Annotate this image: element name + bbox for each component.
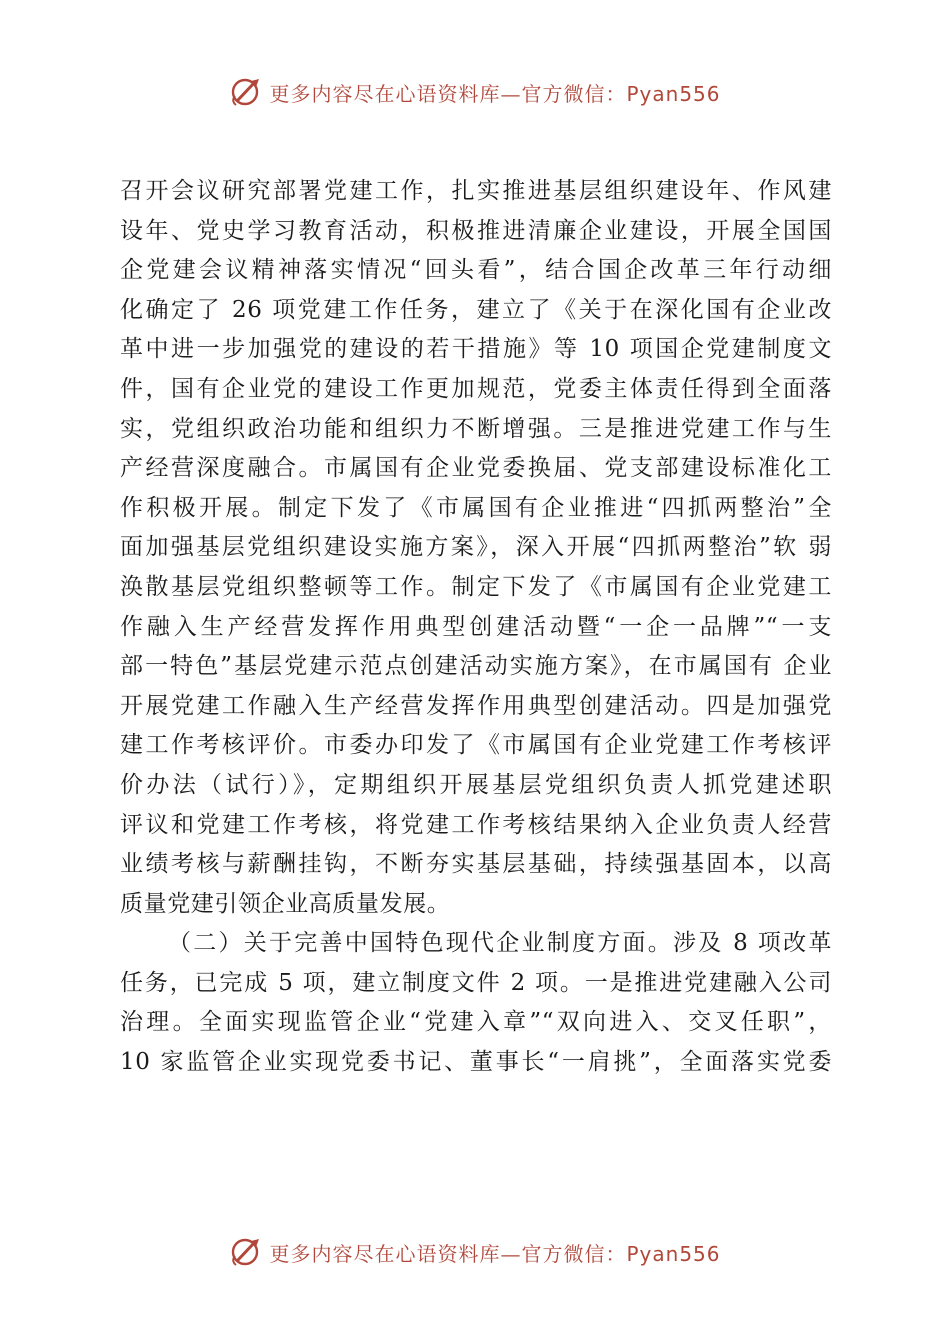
body-line: 部一特色”基层党建示范点创建活动实施方案》，在市属国有 企业 [120, 653, 832, 680]
footer-banner [0, 1232, 950, 1272]
body-line: 作融入生产经营发挥作用典型创建活动暨“一企一品牌”“一支 [120, 613, 832, 640]
body-line: 治理。全面实现监管企业“党建入章”“双向进入、交叉任职”， [120, 1009, 832, 1036]
header-banner-contact: Pyan556 [626, 81, 721, 106]
body-line: 开展党建工作融入生产经营发挥作用典型创建活动。四是加强党 [120, 692, 832, 719]
body-line: 实，党组织政治功能和组织力不断增强。三是推进党建工作与生 [120, 415, 832, 442]
header-banner-text: 更多内容尽在心语资料库—官方微信：Pyan556 [269, 81, 721, 106]
brand-logo-icon [229, 1235, 263, 1269]
body-line: 设年、党史学习教育活动，积极推进清廉企业建设，开展全国国 [120, 217, 832, 244]
body-line: 10 家监管企业实现党委书记、董事长“一肩挑”，全面落实党委 [120, 1049, 832, 1076]
document-body [120, 172, 832, 1083]
body-line: 产经营深度融合。市属国有企业党委换届、党支部建设标准化工 [120, 455, 832, 482]
body-line: 面加强基层党组织建设实施方案》，深入开展“四抓两整治”软 弱 [120, 534, 832, 561]
body-line: 召开会议研究部署党建工作，扎实推进基层组织建设年、作风建 [120, 178, 832, 204]
body-line: 作积极开展。制定下发了《市属国有企业推进“四抓两整治”全 [120, 494, 832, 521]
footer-banner-contact: Pyan556 [626, 1241, 721, 1266]
body-line: 涣散基层党组织整顿等工作。制定下发了《市属国有企业党建工 [120, 573, 832, 600]
body-line: 价办法（试行）》，定期组织开展基层党组织负责人抓党建述职 [120, 771, 832, 798]
body-line: 化确定了 26 项党建工作任务，建立了《关于在深化国有企业改 [120, 296, 832, 323]
body-line: 评议和党建工作考核，将党建工作考核结果纳入企业负责人经营 [120, 811, 832, 838]
body-line: 企党建会议精神落实情况“回头看”，结合国企改革三年行动细 [120, 257, 832, 284]
body-line: 件，国有企业党的建设工作更加规范，党委主体责任得到全面落 [120, 375, 832, 402]
body-line: 建工作考核评价。市委办印发了《市属国有企业党建工作考核评 [120, 732, 832, 759]
section-heading-line: （二）关于完善中国特色现代企业制度方面。涉及 8 项改革 [168, 930, 832, 957]
body-line: 任务，已完成 5 项，建立制度文件 2 项。一是推进党建融入公司 [120, 969, 832, 996]
body-line: 质量党建引领企业高质量发展。 [120, 890, 451, 917]
body-line: 业绩考核与薪酬挂钩，不断夯实基层基础，持续强基固本，以高 [120, 851, 832, 878]
brand-logo-icon [229, 75, 263, 109]
footer-banner-text: 更多内容尽在心语资料库—官方微信：Pyan556 [269, 1241, 721, 1266]
header-banner [0, 72, 950, 112]
body-line: 革中进一步加强党的建设的若干措施》等 10 项国企党建制度文 [120, 336, 832, 363]
